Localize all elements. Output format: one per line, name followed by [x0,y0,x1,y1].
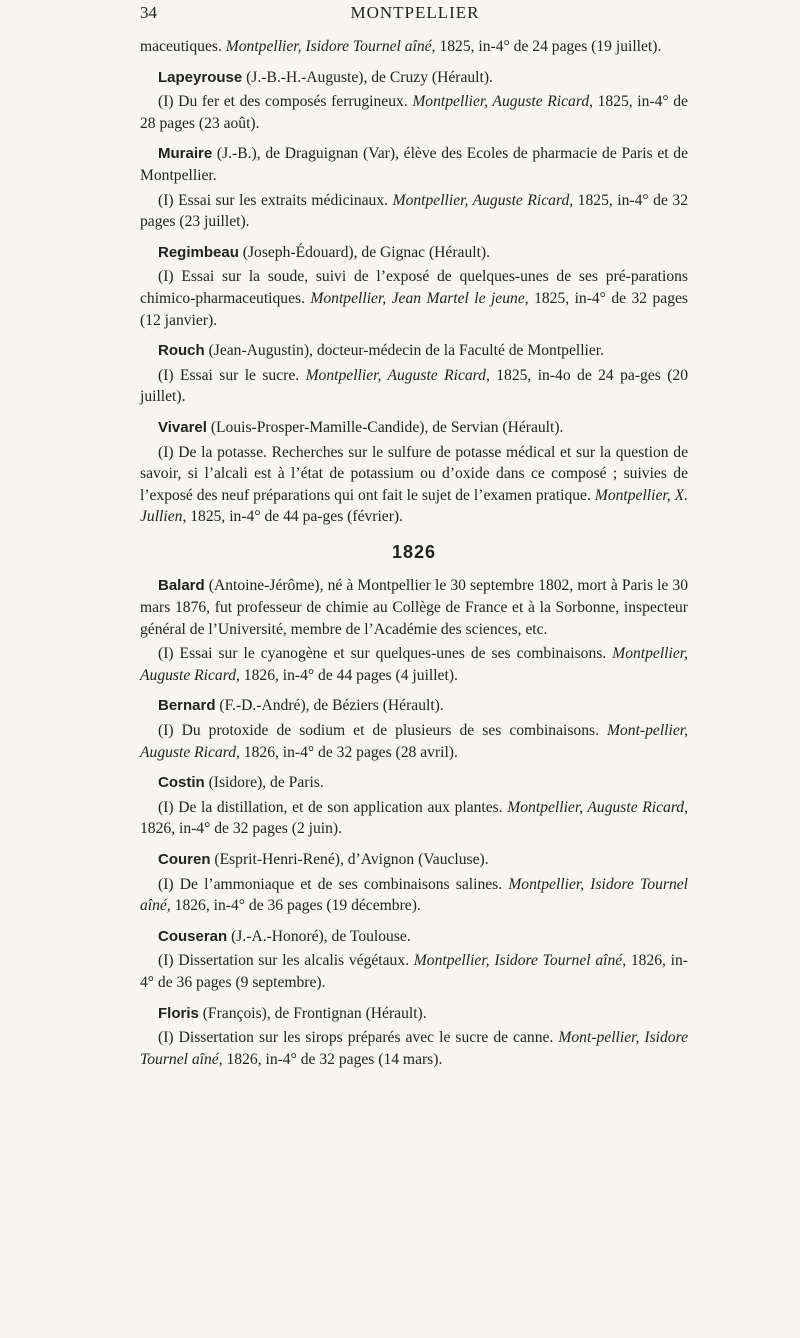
thesis-title: (I) Du protoxide de sodium et de plusieurs de ses combinaisons. [158,722,608,740]
publisher: Montpellier, Jean Martel le jeune [310,289,525,307]
author-name: Rouch [158,342,205,360]
thesis-line [140,91,688,134]
author-description: (Antoine-Jérôme), né à Montpellier le 30 septembre 1802, mort à Paris le 30 mars 1876, fut professeur de chimie au Collège de France et à la Sorbonne, inspecteur général de l’Université, membre de l’Académie des sciences, etc. [140,577,688,638]
publisher: Mont-pellier, Auguste Ricard [140,722,688,761]
author-line [140,242,688,264]
publication-details: , 1825, in-4° de 44 pa-ges (février). [182,508,404,526]
thesis-entry [140,575,688,686]
author-line [140,340,688,362]
publication-details: , 1825, in-4° de 32 pages (12 janvier). [140,289,688,329]
author-name: Floris [158,1004,199,1022]
publisher: Montpellier, X. Jullien [140,486,688,526]
publisher: Montpellier, Auguste Ricard [392,191,570,209]
thesis-entry [140,849,688,917]
author-name: Muraire [158,145,213,163]
entries-1825 [140,67,688,528]
year-heading: 1826 [391,541,437,562]
publication-details: , 1826, in-4° de 44 pages (4 juillet). [236,666,458,684]
thesis-line [140,720,688,763]
author-line [140,695,688,717]
thesis-entry [140,143,688,232]
thesis-entry [140,695,688,763]
author-name: Costin [158,774,205,792]
publication-details: , 1825, in-4o de 24 pa-ges (20 juillet). [140,366,688,406]
thesis-entry [140,67,688,135]
author-name: Balard [158,577,205,595]
author-description: (Louis-Prosper-Mamille-Candide), de Servian (Hérault). [206,418,564,436]
running-title: MONTPELLIER [350,3,480,22]
publication-details: , 1826, in-4° de 36 pages (19 décembre). [166,897,421,915]
thesis-title: (I) Dissertation sur les alcalis végétaux. [158,952,414,970]
thesis-line [140,442,688,528]
publisher: Montpellier, Auguste Ricard [507,798,685,816]
continuation-text: maceutiques. Montpellier, Isidore Tournel aîné, 1825, in-4° de 24 pages (19 juillet). [140,38,662,55]
thesis-title: (I) De l’ammoniaque et de ses combinaisons salines. [158,875,509,893]
author-line [140,849,688,871]
author-description: (J.-B.-H.-Auguste), de Cruzy (Hérault). [242,68,493,86]
thesis-title: (I) Du fer et des composés ferrugineux. [158,93,413,111]
thesis-entry [140,340,688,408]
publication-details: , 1826, in-4° de 32 pages (14 mars). [218,1050,443,1068]
author-line [140,143,688,186]
thesis-title: (I) Essai sur la soude, suivi de l’exposé de quelques-unes de ses pré-parations chimico-pharmaceutiques. [140,268,688,307]
thesis-line [140,365,688,408]
author-description: (Isidore), de Paris. [204,774,324,792]
thesis-entry [140,417,688,528]
thesis-entry [140,772,688,840]
thesis-title: (I) De la potasse. Recherches sur le sulfure de potasse médical et sur la question de savoir, si l’alcali est à l’état de potassium ou d’oxide dans ce composé ; suivies de l’exposé des neuf préparations qui ont fait le sujet de l’examen pratique. [140,443,688,504]
author-line [140,1003,688,1025]
publisher: Montpellier, Auguste Ricard [412,93,590,111]
thesis-entry [140,926,688,994]
thesis-line [140,643,688,686]
thesis-line [140,950,688,993]
author-name: Couseran [158,927,228,945]
publication-details: , 1826, in-4° de 36 pages (9 septembre). [140,952,688,991]
author-description: (Esprit-Henri-René), d’Avignon (Vaucluse). [210,851,489,868]
author-description: (Jean-Augustin), docteur-médecin de la Faculté de Montpellier. [204,342,605,360]
thesis-line [140,1027,688,1070]
thesis-line [140,797,688,840]
author-description: (François), de Frontignan (Hérault). [198,1004,427,1022]
page-content [140,36,688,1079]
author-name: Lapeyrouse [158,68,243,86]
author-line [140,67,688,89]
thesis-title: (I) Dissertation sur les sirops préparés avec le sucre de canne. [158,1029,559,1047]
thesis-entry [140,1003,688,1071]
publisher: Mont-pellier, Isidore Tournel aîné [140,1029,688,1068]
thesis-title: (I) Essai sur le cyanogène et sur quelques-unes de ses combinaisons. [158,645,613,663]
author-description: (J.-B.), de Draguignan (Var), élève des Ecoles de pharmacie de Paris et de Montpellier. [140,145,688,184]
thesis-title: (I) De la distillation, et de son application aux plantes. [158,798,508,816]
author-description: (Joseph-Édouard), de Gignac (Hérault). [238,243,490,261]
author-line [140,417,688,439]
publisher: Montpellier, Isidore Tournel aîné [413,952,623,970]
publication-details: , 1825, in-4° de 32 pages (23 juillet). [140,191,689,231]
thesis-line [140,266,688,331]
thesis-title: (I) Essai sur les extraits médicinaux. [158,191,393,209]
publication-details: , 1825, in-4° de 28 pages (23 août). [140,93,688,132]
author-name: Regimbeau [158,243,239,261]
author-description: (F.-D.-André), de Béziers (Hérault). [215,697,444,715]
author-line [140,575,688,640]
thesis-title: (I) Essai sur le sucre. [158,366,306,384]
entries-1826 [140,575,688,1070]
continuation-entry [140,36,688,58]
publication-details: , 1826, in-4° de 32 pages (2 juin). [140,798,689,838]
author-description: (J.-A.-Honoré), de Toulouse. [227,927,411,945]
thesis-line [140,190,688,233]
publisher: Montpellier, Auguste Ricard [140,645,688,684]
publisher: Montpellier, Isidore Tournel aîné [225,38,432,55]
author-name: Couren [158,851,211,868]
publisher: Montpellier, Auguste Ricard [305,366,486,384]
running-head [140,3,690,27]
thesis-entry [140,242,688,331]
page-number: 34 [140,3,157,22]
author-line [140,926,688,948]
thesis-line [140,874,688,917]
author-line [140,772,688,794]
publication-details: , 1826, in-4° de 32 pages (28 avril). [236,743,458,761]
publisher: Montpellier, Isidore Tournel aîné [140,875,688,915]
author-name: Vivarel [158,418,207,436]
author-name: Bernard [158,697,216,715]
